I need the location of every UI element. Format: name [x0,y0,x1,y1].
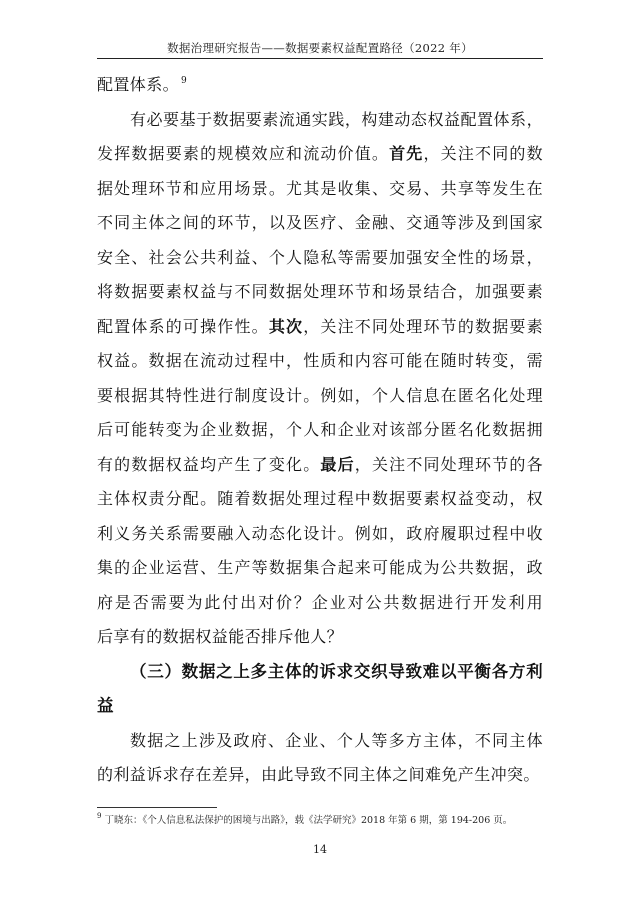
footnote-reference: 9 [181,76,188,86]
running-header: 数据治理研究报告——数据要素权益配置路径（2022 年） [167,41,473,55]
text-line [97,344,543,379]
text-line [97,206,543,241]
footnote [97,812,543,826]
text-line [97,241,543,276]
main-body-text [97,68,543,793]
text-line [97,620,543,655]
emphasis-text: 最后 [320,454,355,474]
text-segment: 后可能转变为企业数据，个人和企业对该部分匿名化数据拥 [97,420,543,439]
text-line: 的利益诉求存在差异，由此导致不同主体之间难免产生冲突。 [97,765,540,784]
text-line [97,586,543,621]
footnote-divider [97,807,217,808]
text-line [97,103,543,138]
text-line [97,172,543,207]
text-line [97,275,543,310]
text-line [97,551,543,586]
emphasis-text: 其次 [268,316,304,336]
section-heading: （三）数据之上多主体的诉求交织导致难以平衡各方利 [130,661,543,681]
header-divider [97,58,543,59]
text-segment: 后享有的数据权益能否排斥他人？ [97,627,344,646]
text-segment: 府是否需要为此付出对价？企业对公共数据进行开发利用 [97,592,543,612]
text-segment: 安全、社会公共利益、个人隐私等需要加强安全性的场景， [97,247,543,267]
text-segment: 要根据其特性进行制度设计。例如，个人信息在匿名化处理 [97,385,543,405]
text-line [97,379,543,414]
text-line [97,482,543,517]
emphasis-text: 首先 [389,144,424,163]
text-segment: 发挥数据要素的规模效应和流动价值。 [97,144,390,163]
text-segment: 利义务关系需要融入动态化设计。例如，政府履职过程中收 [97,523,543,543]
text-line [97,413,543,448]
text-segment: 集的企业运营、生产等数据集合起来可能成为公共数据，政 [97,558,543,577]
text-segment: 配置体系。 [97,75,180,94]
text-segment: ，关注不同的数 [423,144,543,163]
text-segment: 配置体系的可操作性。 [97,316,269,336]
text-segment: ，关注不同处理环节的各 [354,454,543,474]
text-segment: ，关注不同处理环节的数据要素 [303,316,543,336]
section-heading-continued: 益 [97,696,114,715]
text-segment: 权益。数据在流动过程中，性质和内容可能在随时转变，需 [97,351,543,370]
text-line [97,137,543,172]
footnote-text: 丁晓东：《个人信息私法保护的困境与出路》，载《法学研究》2018 年第 6 期，第 194-206 页。 [104,815,513,826]
text-segment: 不同主体之间的环节，以及医疗、金融、交通等涉及到国家 [97,213,543,232]
text-segment: 将数据要素权益与不同数据处理环节和场景结合，加强要素 [97,282,543,301]
text-line [97,68,543,103]
page-number: 14 [313,843,327,856]
text-segment: 有必要基于数据要素流通实践，构建动态权益配置体系， [130,109,543,129]
text-line [97,448,543,483]
text-segment: 据处理环节和应用场景。尤其是收集、交易、共享等发生在 [97,178,543,198]
text-line: 数据之上涉及政府、企业、个人等多方主体，不同主体 [130,730,543,750]
text-line [97,517,543,552]
footnote-mark: 9 [97,812,102,820]
text-segment: 有的数据权益均产生了变化。 [97,454,321,474]
text-segment: 主体权责分配。随着数据处理过程中数据要素权益变动，权 [97,489,543,508]
text-line [97,310,543,345]
